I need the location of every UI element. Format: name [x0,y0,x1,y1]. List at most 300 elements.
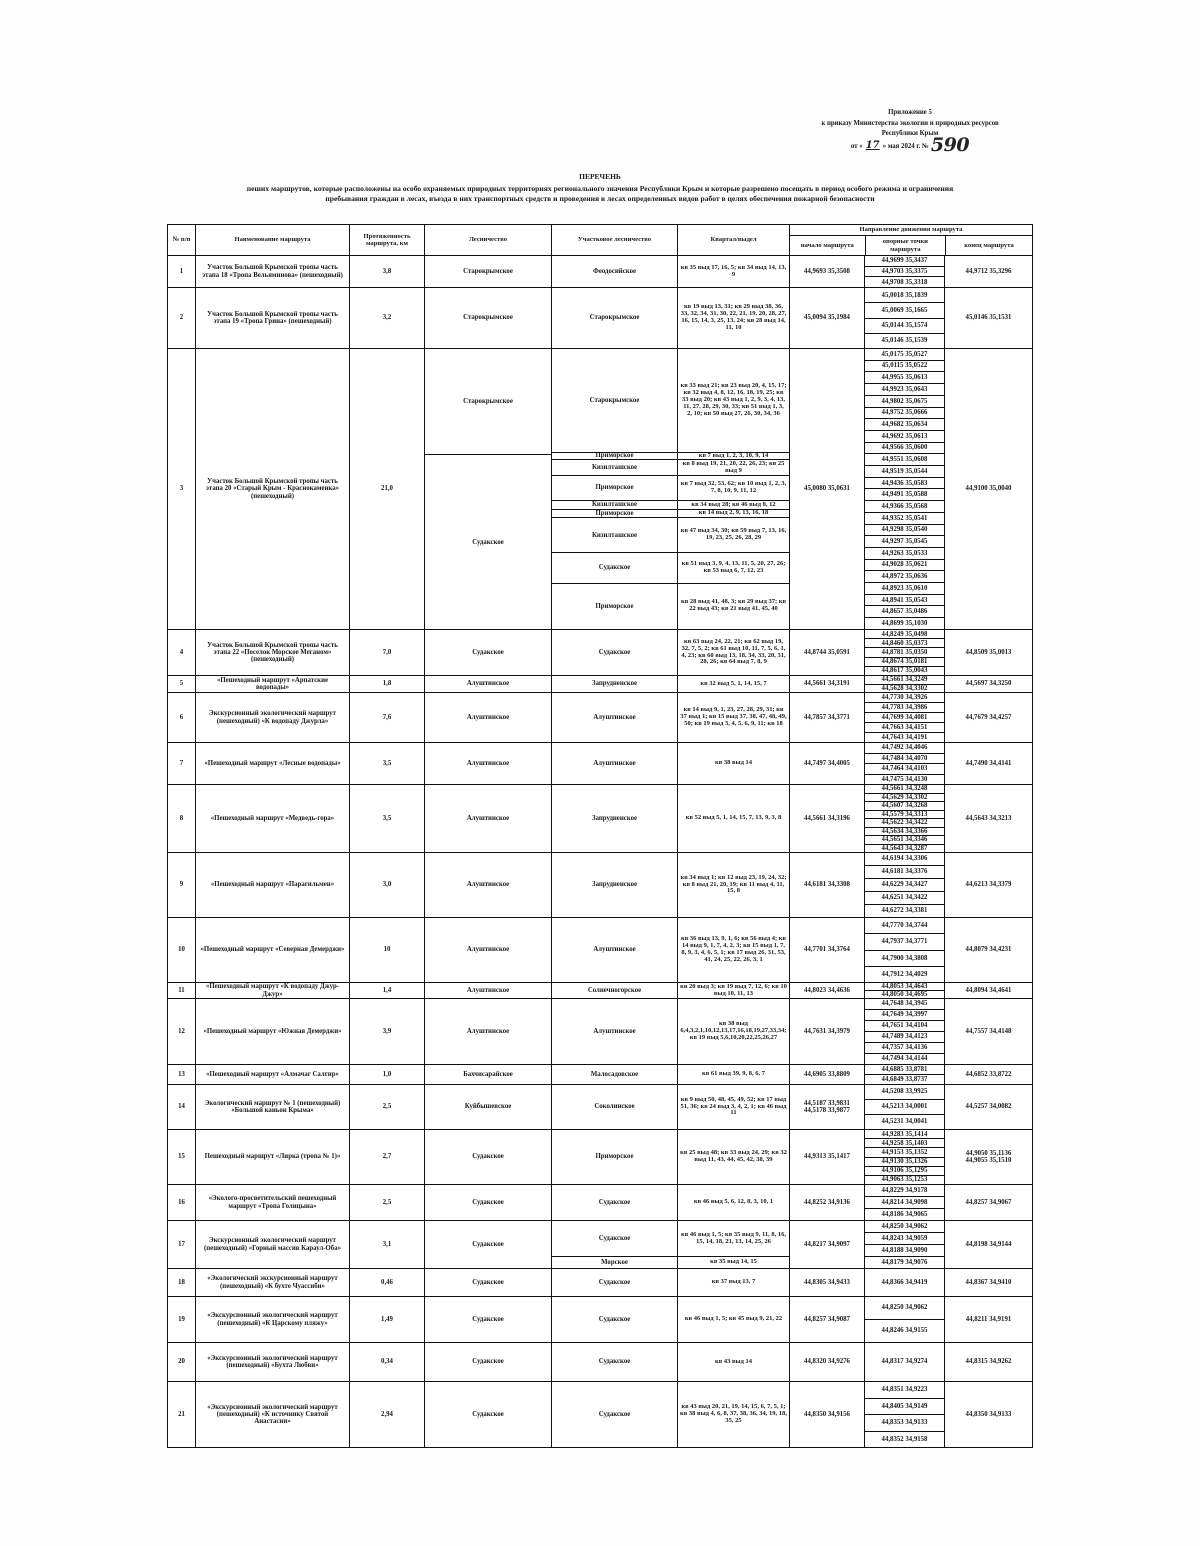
cell-forestry [425,256,552,287]
routes-table [167,224,1033,1448]
route-length: 0,34 [381,1358,393,1366]
start-coordinate: 44,8305 34,9433 [804,1278,850,1286]
waypoint-coordinate: 44,8352 34,9158 [881,1435,928,1443]
route-length: 2,5 [382,1103,392,1111]
route-name: «Экскурсионный экологический маршрут (пешеходный) «К источнику Святой Анастасии» [207,1403,338,1426]
cell-length [350,693,425,742]
waypoint-coordinate: 45,0146 35,1539 [881,337,928,345]
header-direction-subcolumns [790,236,1032,255]
route-length: 0,46 [381,1278,393,1286]
start-cell-content [790,1297,864,1342]
quarter-plot: кв 14 выд 2, 9, 13, 16, 18 [678,510,789,518]
waypoint-coordinate: 44,8941 35,0543 [865,595,944,607]
end-cell-content [945,853,1032,917]
district-forestry-name: Судакское [598,1278,631,1286]
table-header [168,225,1032,256]
row-number: 15 [178,1153,185,1161]
waypoint-coordinate: 44,9106 35,1295 [865,1167,944,1176]
forestry-name: Судакское [472,1153,504,1161]
district-forestry-name: Соколинское [594,1103,635,1111]
cell-forestry [425,693,552,742]
end-cell-content [945,785,1032,852]
row-number: 21 [178,1410,185,1418]
cell-forestry [425,918,552,982]
cell-length [350,1221,425,1268]
waypoint-coordinate: 44,8246 34,9155 [881,1327,928,1335]
quarter-plot: кв 52 выд 5, 1, 14, 15, 7, 13, 9, 3, 8 [685,814,782,822]
cell-points [865,1297,945,1342]
table-row [168,785,1032,853]
end-cell-content [945,1297,1032,1342]
cell-quarter [678,288,790,348]
end-cell-content [945,1065,1032,1084]
end-coordinate: 44,8367 34,9410 [965,1278,1012,1286]
header-forestry: Лесничество [425,225,552,255]
cell-name [196,999,350,1064]
cell-start [790,1269,865,1296]
start-coordinate: 44,7631 34,3979 [804,1027,850,1035]
end-cell-content [945,256,1032,287]
cell-points [865,743,945,784]
cell-quarter [678,983,790,998]
row-number: 8 [179,814,184,822]
waypoint-coordinate: 44,8243 34,9059 [865,1233,944,1245]
start-coordinate: 44,7857 34,3771 [804,713,850,721]
row-number: 20 [178,1358,185,1366]
end-coordinate: 44,9100 35,0040 [965,485,1012,493]
start-coordinate: 44,7497 34,4005 [804,759,850,767]
start-cell-content [790,853,864,917]
route-name: Участок Большой Крымской тропы часть этапа 20 «Старый Крым - Краснокаменка» (пешеходный) [205,478,340,500]
cell-points [865,1343,945,1381]
waypoint-coordinate: 44,8229 34,9178 [865,1185,944,1197]
cell-length [350,1382,425,1447]
waypoint-coordinate: 45,0144 35,1574 [865,319,944,334]
cell-length [350,349,425,629]
quarter-plot: кв 37 выд 13, 7 [711,1278,756,1286]
end-coordinate: 44,6213 34,3379 [965,881,1012,889]
start-cell-content [790,1269,864,1296]
waypoint-coordinate: 44,7912 34,4029 [881,970,928,978]
header-quarter: Квартал/выдел [678,225,790,255]
quarter-plot: кв 43 выд 14 [714,1357,752,1365]
waypoint-coordinate: 44,7649 34,3997 [865,1010,944,1021]
waypoint-coordinate: 44,6849 33,8737 [881,1075,928,1083]
waypoint-coordinate: 44,9802 35,0675 [865,396,944,408]
forestry-name: Алуштинское [466,946,510,954]
table-row [168,743,1032,785]
quarter-plot: кв 9 выд 50, 48, 45, 49, 52; кв 17 выд 51, 36; кв 24 выд 3, 4, 2, 1; кв 46 выд 11 [680,1095,787,1117]
cell-points [865,1185,945,1220]
header-start: начало маршрута [790,236,866,255]
cell-length [350,1343,425,1381]
cell-start [790,1065,865,1084]
route-length: 1,8 [382,680,392,688]
start-coordinate: 44,5661 34,3191 [804,680,850,688]
cell-quarter [678,1130,790,1184]
start-coordinate: 44,8744 35,0591 [804,648,850,656]
district-forestry-name: Морское [601,1259,628,1267]
end-cell-content [945,983,1032,998]
start-cell-content [790,288,864,348]
start-cell-content [790,1185,864,1220]
route-length: 7,0 [382,648,392,656]
end-coordinate: 44,5697 34,3250 [965,680,1012,688]
waypoint-coordinate: 44,8351 34,9223 [865,1382,944,1399]
waypoint-coordinate: 44,7357 34,4136 [865,1043,944,1054]
waypoint-coordinate: 44,7730 34,3926 [865,693,944,703]
end-coordinate: 44,8257 34,9067 [965,1198,1012,1206]
end-coordinate: 44,7557 34,4148 [965,1027,1012,1035]
row-number: 10 [178,946,185,954]
waypoint-coordinate: 44,7648 34,3945 [865,999,944,1010]
appendix-label: Приложение 5 [888,109,932,116]
cell-length [350,983,425,998]
waypoint-coordinate: 44,8317 34,9274 [881,1358,928,1366]
route-length: 1,4 [382,986,392,994]
waypoint-coordinate: 44,9283 35,1414 [865,1130,944,1139]
row-number: 4 [179,648,184,656]
cell-end [945,785,1032,852]
cell-points [865,785,945,852]
cell-points [865,918,945,982]
waypoint-coordinate: 44,5634 34,3366 [865,828,944,837]
cell-end [945,1185,1032,1220]
cell-num [168,1221,196,1268]
cell-end [945,256,1032,287]
route-name: «Пешеходный маршрут «Южная Демерджи» [203,1027,342,1035]
cell-district [552,999,678,1064]
cell-name [196,1065,350,1084]
start-cell-content [790,1065,864,1084]
end-coordinate: 44,6852 33,8722 [965,1070,1012,1078]
waypoint-coordinate: 44,8972 35,0636 [865,571,944,583]
cell-quarter [678,1065,790,1084]
cell-forestry [425,1185,552,1220]
end-cell-content [945,1382,1032,1447]
route-name: «Пешеходный маршрут «К водопаду Джур-Джур» [205,983,340,998]
forestry-name: Куйбышевское [464,1103,512,1111]
route-name: Участок Большой Крымской тропы часть этапа 18 «Тропа Вельяминова» (пешеходный) [202,264,343,279]
cell-district [552,1269,678,1296]
cell-num [168,630,196,675]
table-row [168,349,1032,630]
waypoint-coordinate: 44,5607 34,3268 [865,802,944,811]
quarter-plot: кв 14 выд 9, 1, 23, 27, 28, 29, 31; кв 37 выд 1; кв 15 выд 37, 38, 47, 48, 49, 50; кв 19 выд 3, 4, 5, 6, 9, 11; кв 18 [680,706,787,727]
waypoint-coordinate: 44,5651 34,3346 [865,836,944,845]
waypoint-coordinate: 44,6181 34,3376 [865,866,944,879]
cell-points [865,1130,945,1184]
route-name: Экскурсионный экологический маршрут (пешеходный) «К водопаду Джурла» [208,710,337,725]
cell-start [790,983,865,998]
cell-end [945,676,1032,692]
header-end: конец маршрута [964,241,1014,249]
table-body [168,256,1032,1447]
route-name: «Пешеходный маршрут «Алмачаг Салгир» [206,1070,339,1078]
cell-district [552,983,678,998]
cell-quarter [678,999,790,1064]
cell-name [196,288,350,348]
forestry-name: Судакское [472,1240,504,1248]
republic-line: Республики Крым [881,130,939,137]
quarter-plot: кв 25 выд 48; кв 33 выд 24, 29; кв 32 выд 11, 43, 44, 45, 42, 38, 39 [680,1149,787,1163]
table-row [168,1297,1032,1343]
cell-end [945,1130,1032,1184]
appendix-header [785,108,1035,156]
cell-points [865,853,945,917]
waypoint-coordinate: 44,5208 33,9925 [865,1085,944,1100]
waypoint-coordinate: 44,9708 35,3318 [881,278,928,286]
cell-name [196,630,350,675]
cell-num [168,1085,196,1129]
route-length: 3,5 [382,814,392,822]
cell-quarter [678,1269,790,1296]
route-length: 7,6 [382,713,392,721]
start-coordinate: 44,8320 34,9276 [804,1358,850,1366]
cell-forestry [425,1221,552,1268]
start-cell-content [790,743,864,784]
waypoint-coordinate: 44,5213 34,0001 [865,1100,944,1115]
district-forestry-name: Судакское [598,648,631,656]
route-name: Экскурсионный экологический маршрут (пешеходный) «Горный массив Караул-Оба» [204,1237,341,1252]
forestry-name: Судакское [472,1278,504,1286]
end-coordinate: 44,8094 34,4641 [965,986,1012,994]
end-cell-content [945,288,1032,348]
end-coordinate: 44,5643 34,3213 [965,814,1012,822]
waypoint-coordinate: 45,0115 35,0522 [865,361,944,373]
cell-start [790,676,865,692]
handwritten-day: 17 [865,139,880,151]
cell-start [790,918,865,982]
cell-district [552,693,678,742]
waypoint-coordinate: 44,8250 34,9062 [865,1297,944,1320]
cell-num [168,256,196,287]
forestry-name: Старокрымское [463,267,513,275]
cell-length [350,853,425,917]
row-number: 3 [179,485,184,493]
end-coordinate: 44,9050 35,1136 [965,1149,1012,1157]
handwritten-order-number: 590 [930,133,970,156]
route-name: «Пешеходный маршрут «Парагильмен» [210,881,335,889]
document-title: ПЕРЕЧЕНЬ [579,172,621,181]
start-cell-content [790,630,864,675]
quarter-plot: кв 51 выд 3, 9, 4, 13, 11, 5, 20, 27, 26; кв 53 выд 6, 7, 12, 23 [678,553,789,583]
cell-end [945,288,1032,348]
start-coordinate: 44,8257 34,9087 [804,1315,850,1323]
waypoint-coordinate: 44,8674 35,0181 [865,658,944,667]
waypoint-coordinate: 44,8657 35,0486 [865,606,944,618]
district-forestry-name: Приморское [552,453,677,461]
waypoint-coordinate: 44,9130 35,1326 [865,1158,944,1167]
waypoint-coordinate: 44,7783 34,3986 [865,703,944,713]
cell-name [196,853,350,917]
district-forestry-name: Запрудненское [591,680,638,688]
start-coordinate: 44,9693 35,3508 [804,267,850,275]
waypoint-coordinate: 44,9682 35,0634 [865,419,944,431]
waypoint-coordinate: 44,5579 34,3313 [865,811,944,820]
cell-forestry [425,630,552,675]
cell-forestry [425,983,552,998]
end-coordinate: 44,9712 35,3296 [965,267,1012,275]
cell-district [552,1343,678,1381]
table-row [168,1343,1032,1382]
table-row [168,1130,1032,1185]
table-row [168,1085,1032,1130]
start-cell-content [790,256,864,287]
document-subtitle-line-2: пребывания граждан в лесах, въезда в них транспортных средств и проведения в лесах определенных видов работ в целях обеспечения пожарной безопасности [325,194,875,203]
cell-forestry [425,785,552,852]
waypoint-coordinate: 44,6194 34,3306 [865,853,944,866]
forestry-name: Алуштинское [466,680,510,688]
cell-start [790,1343,865,1381]
table-row [168,630,1032,676]
start-cell-content [790,1382,864,1447]
district-forestry-name: Судакское [598,1358,631,1366]
waypoint-coordinate: 44,7484 34,4070 [865,754,944,765]
start-cell-content [790,983,864,998]
quarter-plot: кв 7 выд 32, 53, 62; кв 10 выд 1, 2, 3, 7, 8, 10, 9, 11, 12 [678,476,789,501]
cell-start [790,349,865,629]
header-route-length: Протяженность маршрута, км [350,225,425,255]
waypoint-coordinate: 44,8366 34,9419 [881,1278,928,1286]
cell-end [945,693,1032,742]
cell-end [945,1269,1032,1296]
waypoint-coordinate: 44,9519 35,0544 [865,466,944,478]
start-cell-content [790,1130,864,1184]
table-row [168,288,1032,349]
cell-points [865,1382,945,1447]
waypoint-coordinate: 45,0018 35,1839 [865,288,944,303]
cell-district [552,676,678,692]
cell-num [168,1297,196,1342]
cell-name [196,983,350,998]
waypoint-coordinate: 44,7663 34,4151 [865,723,944,733]
row-number: 12 [178,1027,185,1035]
order-reference: к приказу Министерства экологии и природных ресурсов [821,119,999,127]
cell-quarter [678,676,790,692]
route-length: 3,9 [382,1027,392,1035]
cell-district [552,1185,678,1220]
end-coordinate: 44,8350 34,9133 [965,1410,1012,1418]
waypoint-coordinate: 44,9436 35,0583 [865,478,944,490]
header-route-name: Наименование маршрута [196,225,350,255]
cell-num [168,349,196,629]
waypoint-coordinate: 44,9566 35,0600 [865,443,944,455]
waypoint-coordinate: 44,9551 35,0608 [865,454,944,466]
waypoint-coordinate: 44,8353 34,9133 [865,1415,944,1432]
cell-points [865,999,945,1064]
start-coordinate: 44,8023 34,4636 [804,986,850,994]
cell-name [196,1343,350,1381]
quarter-plot: кв 46 выд 1, 5; кв 35 выд 9, 11, 8, 16, 15, 14, 18, 21, 13, 14, 25, 26 [678,1221,789,1257]
end-cell-content [945,918,1032,982]
quarter-plot: кв 63 выд 24, 22, 21; кв 62 выд 19, 32, 7, 5, 2; кв 61 выд 10, 11, 7, 5, 6, 1, 4, 23; кв 60 выд 13, 18, 34, 33, 20, 31, 28, 26; кв 64 выд 7, 8, 9 [681,637,786,666]
waypoint-coordinate: 44,7489 34,4123 [865,1032,944,1043]
cell-forestry [425,999,552,1064]
quarter-plot: кв 34 выд 28; кв 46 выд 8, 12 [678,501,789,510]
row-number: 14 [178,1103,185,1111]
cell-start [790,743,865,784]
cell-length [350,1185,425,1220]
cell-forestry [425,1065,552,1084]
forestry-name: Алуштинское [466,814,510,822]
end-coordinate: 44,7490 34,4141 [965,759,1012,767]
waypoint-coordinate: 44,7770 34,3744 [865,918,944,934]
waypoint-coordinate: 45,0069 35,1665 [865,303,944,318]
start-coordinate: 44,8350 34,9156 [804,1410,850,1418]
waypoint-coordinate: 44,8050 34,4695 [881,991,928,998]
cell-forestry [425,1269,552,1296]
cell-num [168,918,196,982]
waypoint-coordinate: 44,8617 35,0043 [881,667,928,675]
end-coordinate: 44,8509 35,0013 [965,648,1012,656]
waypoint-coordinate: 44,9491 35,0588 [865,489,944,501]
cell-num [168,1382,196,1447]
route-name: «Пешеходный маршрут «Северная Демерджи» [200,946,345,954]
cell-quarter [678,918,790,982]
cell-end [945,1065,1032,1084]
cell-start [790,785,865,852]
cell-quarter [678,1085,790,1129]
waypoint-coordinate: 44,8923 35,0610 [865,583,944,595]
forestry-name: Алуштинское [466,1027,510,1035]
district-forestry-name: Запрудненское [591,881,638,889]
table-row [168,918,1032,983]
cell-length [350,999,425,1064]
cell-quarter [678,349,790,629]
cell-start [790,1185,865,1220]
cell-district [552,1065,678,1084]
cell-district [552,1382,678,1447]
cell-num [168,288,196,348]
cell-start [790,999,865,1064]
route-length: 3,0 [382,881,392,889]
end-coordinate: 44,8211 34,9191 [965,1315,1012,1323]
route-name: Экологический маршрут № 1 (пешеходный) «Большой каньон Крыма» [204,1099,341,1114]
cell-name [196,349,350,629]
route-name: «Пешеходный маршрут «Арпатские водопады» [216,676,329,691]
end-cell-content [945,1185,1032,1220]
waypoint-coordinate: 44,8781 35,0350 [865,648,944,657]
header-number: № п/п [168,225,196,255]
waypoint-coordinate: 44,8699 35,1030 [881,619,928,627]
forestry-name: Старокрымское [425,349,551,455]
route-length: 3,8 [382,267,392,275]
cell-length [350,1297,425,1342]
quarter-plot: кв 8 выд 19, 21, 20, 22, 26, 23; кв 25 выд 9 [678,460,789,476]
waypoint-coordinate: 44,7475 34,4130 [881,775,928,783]
table-row [168,1185,1032,1221]
cell-name [196,1221,350,1268]
route-name: «Эколого-просветительский пешеходный маршрут «Тропа Голицына» [208,1195,337,1210]
district-forestry-name: Судакское [598,1315,631,1323]
waypoint-coordinate: 44,9955 35,0613 [865,372,944,384]
quarter-plot: кв 46 выд 5, 6, 12, 8, 3, 10, 1 [693,1198,774,1206]
waypoint-coordinate: 44,7492 34,4046 [865,743,944,754]
cell-name [196,785,350,852]
waypoint-coordinate: 44,8249 35,0498 [865,630,944,639]
quarter-plot: кв 36 выд 13, 9, 1, 6; кв 56 выд 4; кв 14 выд 9, 1, 7, 4, 2, 3; кв 15 выд 1, 7, 8, 9, 3, 4, 6, 5, 1; кв 17 выд 26, 31, 53, 41, 24, 25, 22, 26, 3, 1 [680,935,787,963]
route-length: 2,94 [381,1410,393,1418]
district-forestry-name: Алуштинское [593,759,636,767]
district-forestry-name: Алуштинское [593,1027,636,1035]
waypoint-coordinate: 44,9699 35,3437 [865,256,944,267]
end-coordinate: 44,9055 35,1510 [965,1157,1012,1164]
end-coordinate: 44,7679 34,4257 [965,713,1012,721]
cell-name [196,1382,350,1447]
district-forestry-name: Приморское [595,1153,634,1161]
district-forestry-name: Феодосийское [592,267,636,275]
